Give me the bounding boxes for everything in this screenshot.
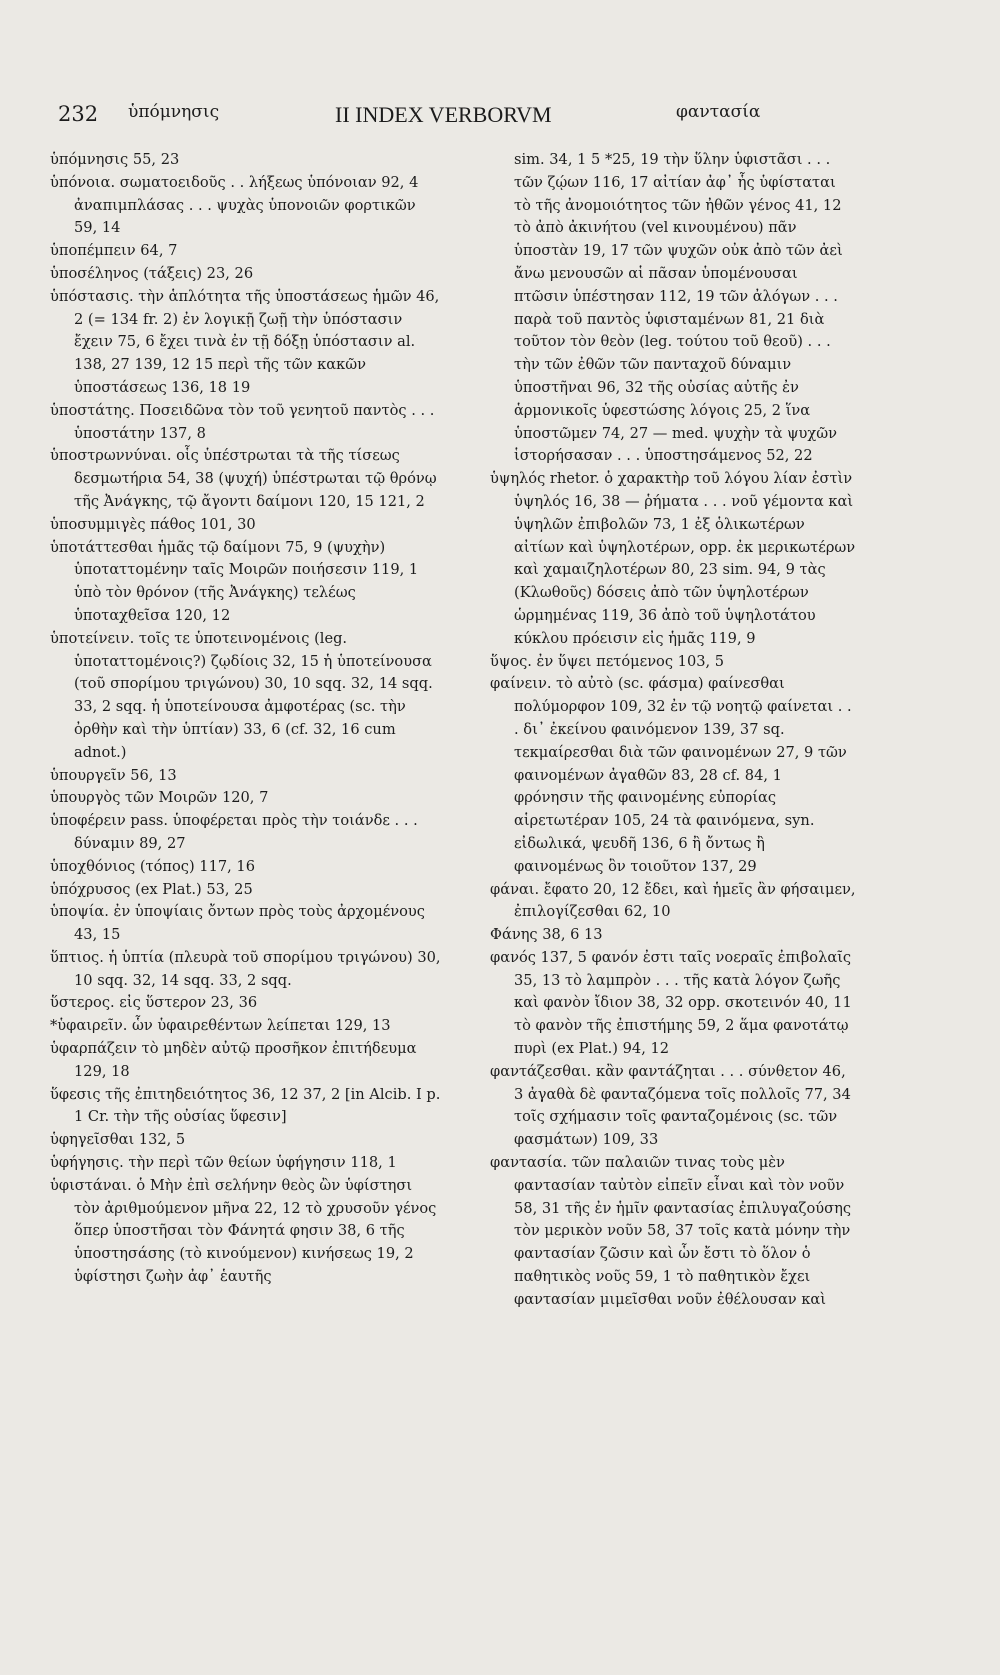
left-column — [50, 149, 442, 1289]
index-entry: ὕστερος. εἰς ὕστερον 23, 36 — [50, 994, 258, 1012]
index-entry: ὑπόνοια. σωματοειδοῦς . . λήξεως ὑπόνοιαν 92, 4 ἀναπιμπλάσας . . . ψυχὰς ὑπονοιῶν φορτικῶν 59, 14 — [50, 173, 419, 237]
index-entry: ὑφηγεῖσθαι 132, 5 — [50, 1131, 186, 1149]
index-entry: ὑψηλός rhetor. ὁ χαρακτὴρ τοῦ λόγου λίαν ἐστὶν ὑψηλός 16, 38 — ῥήματα . . . νοῦ γέμοντα καὶ ὑψηλῶν ἐπιβολῶν 73, 1 ἐξ ὁλικωτέρων αἰτίων καὶ ὑψηλοτέρων, opp. ἐκ μερικωτέρων καὶ χαμαιζηλοτέρων 80, 23 sim. 94, 9 τὰς (Κλωθοῦς) δόσεις ἀπὸ τῶν ὑψηλοτέρων ὡρμημένας 119, 36 ἀπὸ τοῦ ὑψηλοτάτου κύκλου πρόεισιν εἰς ἡμᾶς 119, 9 — [490, 470, 856, 647]
index-title: II INDEX VERBORVM — [335, 102, 552, 127]
index-entry: ὑποστάτης. Ποσειδῶνα τὸν τοῦ γενητοῦ παντὸς . . . ὑποστάτην 137, 8 — [50, 401, 435, 442]
index-entry: Φάνης 38, 6 13 — [490, 926, 603, 944]
index-entry: ὑπουργὸς τῶν Μοιρῶν 120, 7 — [50, 789, 269, 807]
index-entry: ὑποστρωννύναι. οἷς ὑπέστρωται τὰ τῆς τίσεως δεσμωτήρια 54, 38 (ψυχή) ὑπέστρωται τῷ θρόνῳ τῆς Ἀνάγκης, τῷ ἄγοντι δαίμονι 120, 15 121, 2 — [50, 447, 437, 510]
index-entry: φαντασία. τῶν παλαιῶν τινας τοὺς μὲν φαντασίαν ταὐτὸν εἰπεῖν εἶναι καὶ τὸν νοῦν 58, 31 τῆς ἐν ἡμῖν φαντασίας ἐπιλυγαζούσης τὸν μερικὸν νοῦν 58, 37 τοῖς κατὰ μόνην τὴν φαντασίαν ζῶσιν καὶ ὧν ἔστι τὸ ὅλον ὁ παθητικὸς νοῦς 59, 1 τὸ παθητικὸν ἔχει φαντασίαν μιμεῖσθαι νοῦν ἐθέλουσαν καὶ — [490, 1154, 852, 1308]
right-column — [490, 149, 856, 1312]
index-entry: ὑποτείνειν. τοῖς τε ὑποτεινομένοις (leg. ὑποταττομένοις?) ζῳδίοις 32, 15 ἡ ὑποτείνουσα (τοῦ σπορίμου τριγώνου) 30, 10 sqq. 32, 14 sqq. 33, 2 sqq. ἡ ὑποτείνουσα ἀμφοτέρας (sc. τὴν ὀρθὴν καὶ τὴν ὑπτίαν) 33, 6 (cf. 32, 16 cum adnot.) — [50, 629, 433, 761]
index-entry: ὑποπέμπειν 64, 7 — [50, 242, 178, 260]
index-entry: ὕφεσις τῆς ἐπιτηδειότητος 36, 12 37, 2 [in Alcib. I p. 1 Cr. τὴν τῆς οὐσίας ὕφεσιν] — [50, 1085, 441, 1126]
index-entry: ὑπόστασις. τὴν ἁπλότητα τῆς ὑποστάσεως ἡμῶν 46, 2 (= 134 fr. 2) ἐν λογικῇ ζωῇ τὴν ὑπόστασιν ἔχειν 75, 6 ἔχει τινὰ ἐν τῇ δόξῃ ὑπόστασιν al. 138, 27 139, 12 15 περὶ τῆς τῶν κακῶν ὑποστάσεως 136, 18 19 — [50, 287, 440, 396]
index-entry: ὑπουργεῖν 56, 13 — [50, 766, 177, 784]
index-entry: ὑποψία. ἐν ὑποψίαις ὄντων πρὸς τοὺς ἀρχομένους 43, 15 — [50, 903, 425, 944]
index-entry: φαντάζεσθαι. κἂν φαντάζηται . . . σύνθετον 46, 3 ἀγαθὰ δὲ φανταζόμενα τοῖς πολλοῖς 77, 34 τοῖς σχήμασιν τοῖς φανταζομένοις (sc. τῶν φασμάτων) 109, 33 — [490, 1062, 851, 1149]
index-entry: *ὑφαιρεῖν. ὧν ὑφαιρεθέντων λείπεται 129, 13 — [50, 1017, 391, 1035]
index-entry: ὑφήγησις. τὴν περὶ τῶν θείων ὑφήγησιν 118, 1 — [50, 1154, 397, 1172]
index-entry: φαίνειν. τὸ αὐτὸ (sc. φάσμα) φαίνεσθαι πολύμορφον 109, 32 ἐν τῷ νοητῷ φαίνεται . . . δι᾽ ἐκείνου φαινόμενον 139, 37 sq. τεκμαίρεσθαι διὰ τῶν φαινομένων 27, 9 τῶν φαινομένων ἀγαθῶν 83, 28 cf. 84, 1 φρόνησιν τῆς φαινομένης εὐπορίας αἱρετωτέραν 105, 24 τὰ φαινόμενα, syn. εἰδωλικά, ψευδῆ 136, 6 ἢ ὄντως ἢ φαινομένως ὂν τοιοῦτον 137, 29 — [490, 675, 852, 875]
index-entry: ὑποσυμμιγὲς πάθος 101, 30 — [50, 515, 256, 533]
index-entry: φανός 137, 5 φανόν ἐστι ταῖς νοεραῖς ἐπιβολαῖς 35, 13 τὸ λαμπρὸν . . . τῆς κατὰ λόγον ζωῆς καὶ φανὸν ἴδιον 38, 32 opp. σκοτεινόν 40, 11 τὸ φανὸν τῆς ἐπιστήμης 59, 2 ἅμα φανοτάτῳ πυρὶ (ex Plat.) 94, 12 — [490, 948, 852, 1058]
index-entry-continued: sim. 34, 1 5 *25, 19 τὴν ὕλην ὑφιστᾶσι . . . τῶν ζῴων 116, 17 αἰτίαν ἀφ᾽ ἧς ὑφίσταται τὸ τῆς ἀνομοιότητος τῶν ἠθῶν γένος 41, 12 τὸ ἀπὸ ἀκινήτου (vel κινουμένου) πᾶν ὑποστὰν 19, 17 τῶν ψυχῶν οὐκ ἀπὸ τῶν ἀεὶ ἄνω μενουσῶν αἱ πᾶσαν ὑπομένουσαι πτῶσιν ὑπέστησαν 112, 19 τῶν ἀλόγων . . . παρὰ τοῦ παντὸς ὑφισταμένων 81, 21 διὰ τοῦτον τὸν θεὸν (leg. τούτου τοῦ θεοῦ) . . . τὴν τῶν ἐθῶν τῶν πανταχοῦ δύναμιν ὑποστῆναι 96, 32 τῆς οὐσίας αὐτῆς ἐν ἁρμονικοῖς ὑφεστώσης λόγοις 25, 2 ἵνα ὑποστῶμεν 74, 27 — med. ψυχὴν τὰ ψυχῶν ἱστορήσασαν . . . ὑποστησάμενος 52, 22 — [514, 151, 843, 465]
index-entry: ὕπτιος. ἡ ὑπτία (πλευρὰ τοῦ σπορίμου τριγώνου) 30, 10 sqq. 32, 14 sqq. 33, 2 sqq. — [50, 948, 441, 989]
index-entry: ὑφαρπάζειν τὸ μηδὲν αὐτῷ προσῆκον ἐπιτήδευμα 129, 18 — [50, 1040, 417, 1080]
index-entry: ὕψος. ἐν ὕψει πετόμενος 103, 5 — [490, 652, 725, 670]
left-headword: ὑπόμνησις — [128, 102, 220, 122]
right-headword: φαντασία — [676, 102, 761, 122]
running-header — [58, 102, 778, 136]
index-entry: ὑπόχρυσος (ex Plat.) 53, 25 — [50, 880, 253, 898]
index-entry: ὑποφέρειν pass. ὑποφέρεται πρὸς τὴν τοιάνδε . . . δύναμιν 89, 27 — [50, 812, 418, 852]
index-entry: ὑπόμνησις 55, 23 — [50, 151, 180, 168]
index-entry: ὑποσέληνος (τάξεις) 23, 26 — [50, 264, 254, 282]
index-entry: ὑποτάττεσθαι ἡμᾶς τῷ δαίμονι 75, 9 (ψυχὴν) ὑποταττομένην ταῖς Μοιρῶν ποιήσεσιν 119, 1 ὑπὸ τὸν θρόνον (τῆς Ἀνάγκης) τελέως ὑποταχθεῖσα 120, 12 — [50, 538, 419, 624]
index-entry: ὑφιστάναι. ὁ Μὴν ἐπὶ σελήνην θεὸς ὢν ὑφίστησι τὸν ἀριθμούμενον μῆνα 22, 12 τὸ χρυσοῦν γένος ὅπερ ὑποστῆσαι τὸν Φάνητά φησιν 38, 6 τῆς ὑποστησάσης (τὸ κινούμενον) κινήσεως 19, 2 ὑφίστησι ζωὴν ἀφ᾽ ἑαυτῆς — [50, 1176, 437, 1286]
index-entry: ὑποχθόνιος (τόπος) 117, 16 — [50, 857, 255, 875]
index-entry: φάναι. ἔφατο 20, 12 ἔδει, καὶ ἡμεῖς ἂν φήσαιμεν, ἐπιλογίζεσθαι 62, 10 — [490, 880, 856, 921]
page-number: 232 — [58, 102, 99, 126]
